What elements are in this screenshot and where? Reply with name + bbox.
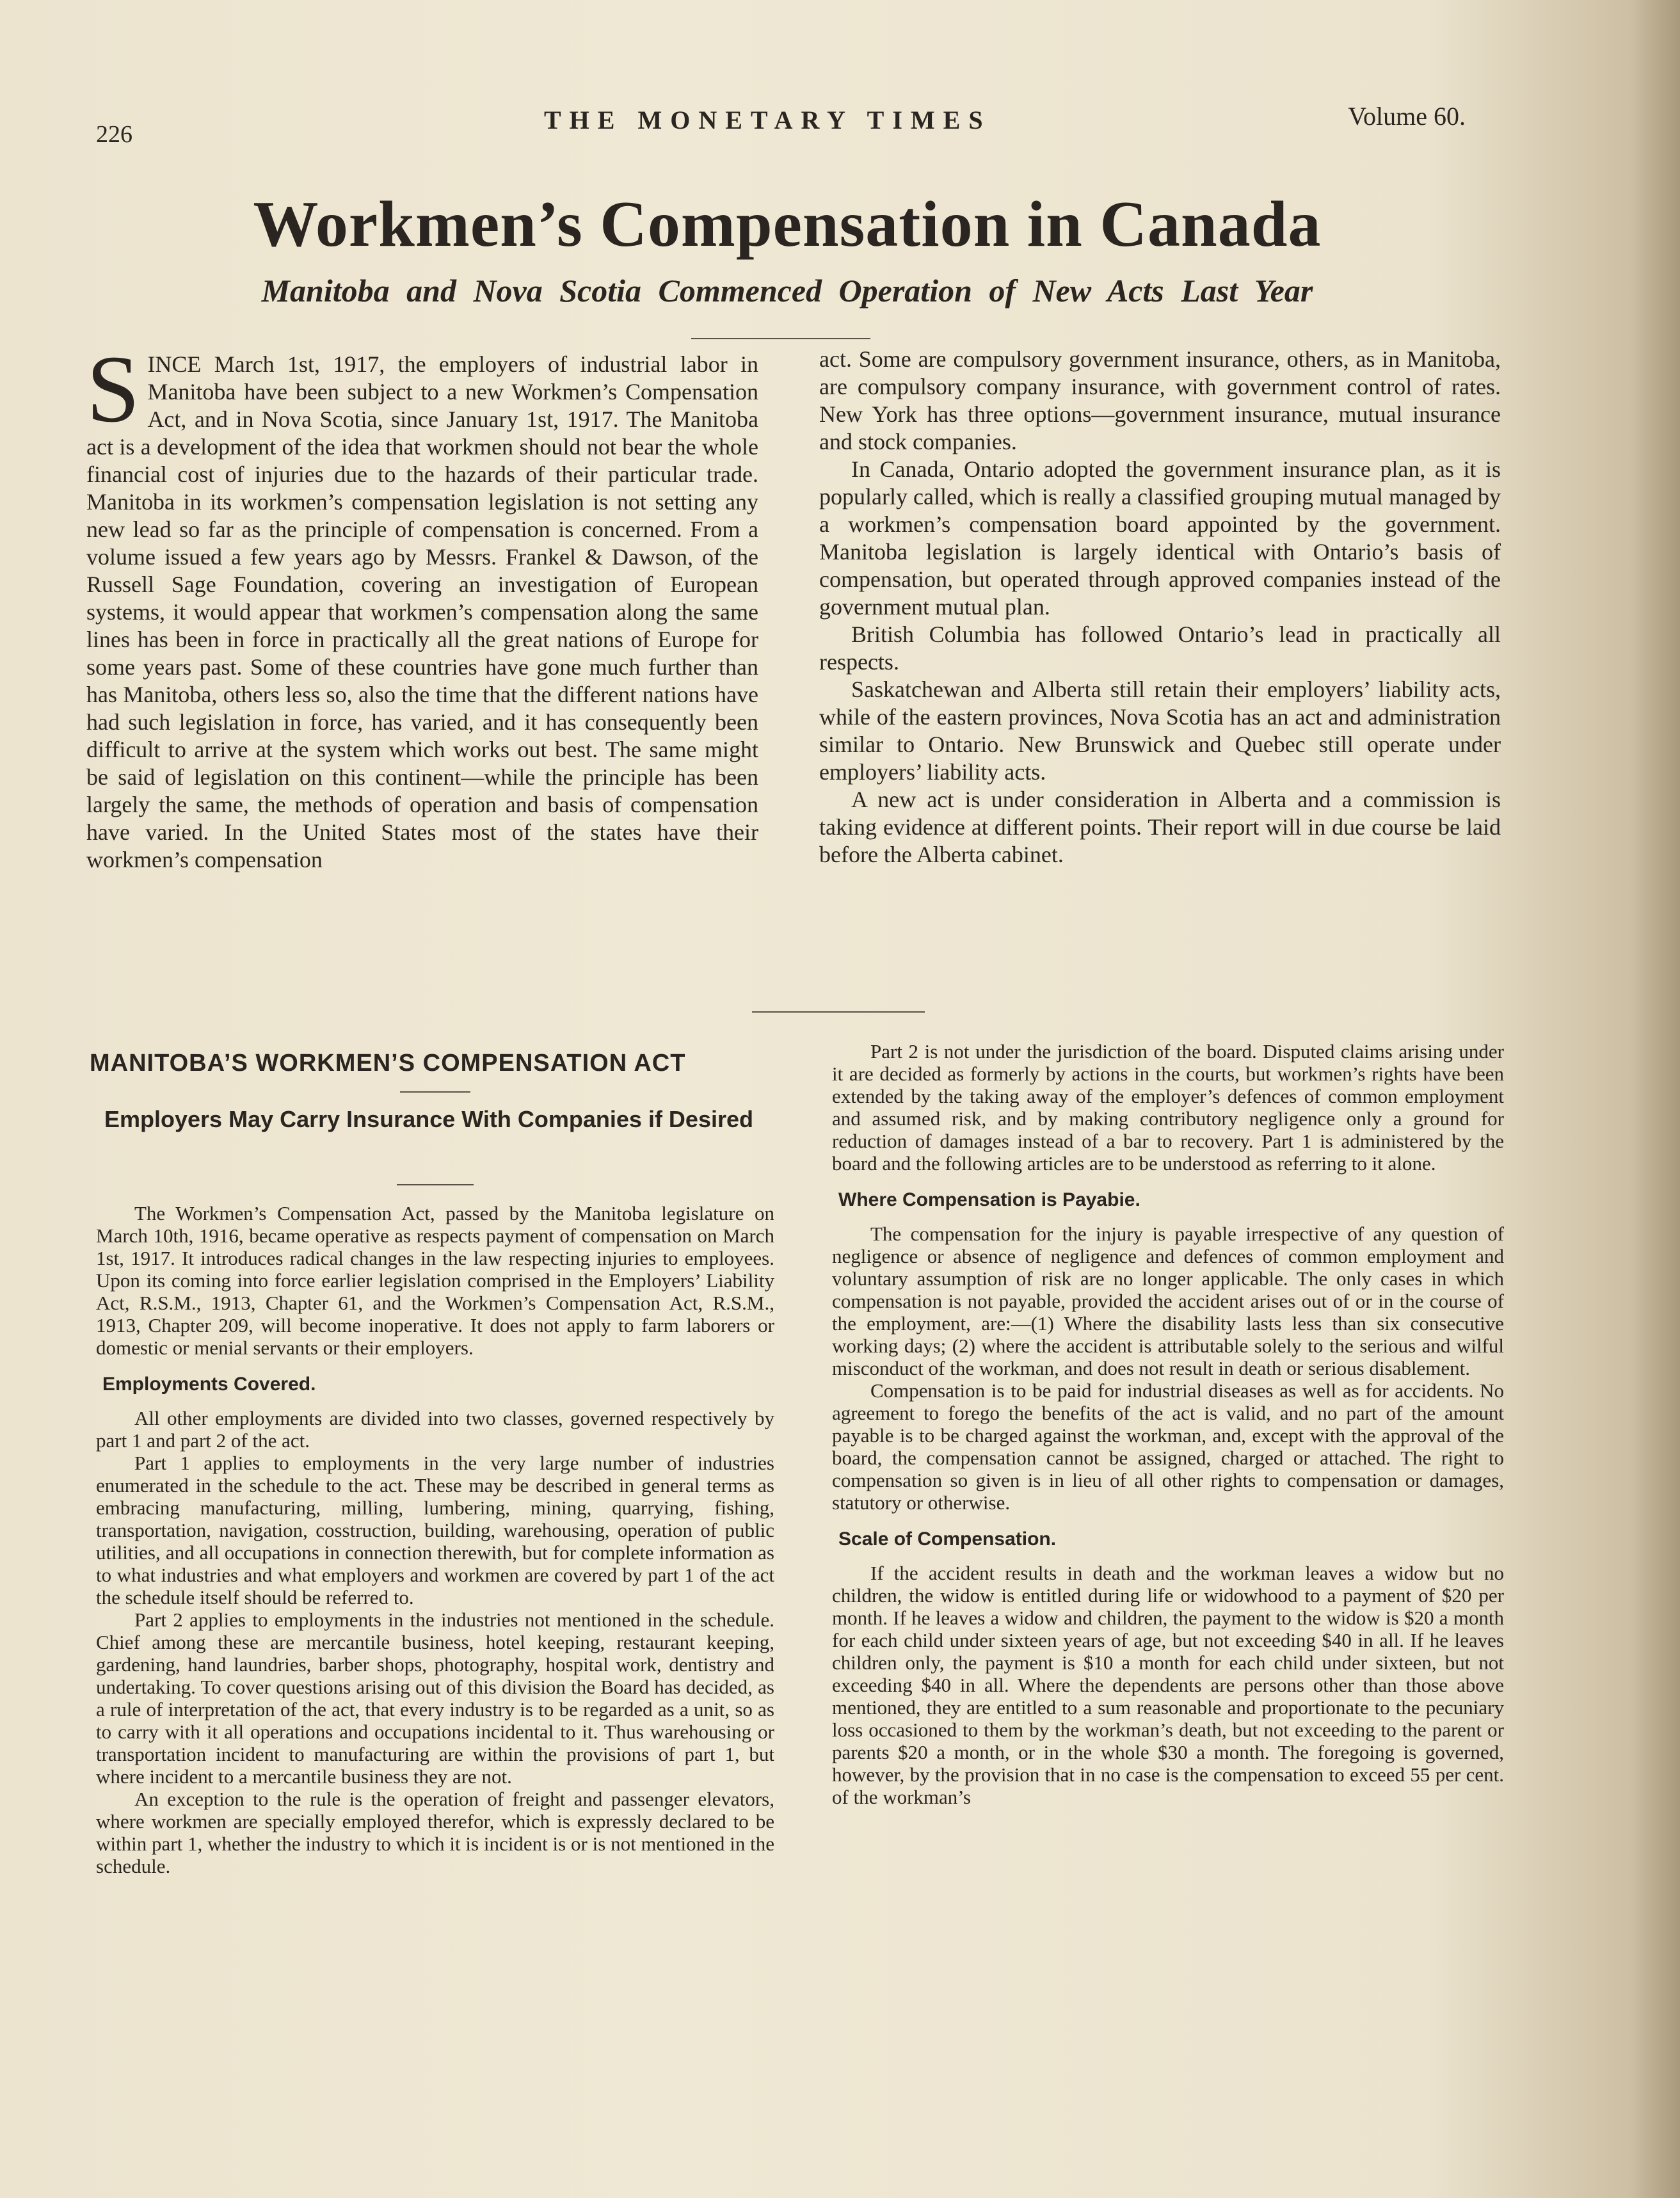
section-divider <box>752 1011 925 1013</box>
article-title: Workmen’s Compensation in Canada <box>253 188 1322 261</box>
article-right-column <box>819 346 1501 869</box>
article-paragraph: In Canada, Ontario adopted the government insurance plan, as it is popularly called, which is really a classified grouping mutual managed by a workmen’s compensation board appointed by the government. Manitoba legislation is largely identical with Ontario’s basis of compensation, but operated through approved companies instead of the government mutual plan. <box>819 456 1501 620</box>
article-paragraph: A new act is under consideration in Alberta and a commission is taking evidence at different points. Their report will in due course be laid before the Alberta cabinet. <box>819 787 1501 867</box>
section-right-column <box>832 1040 1504 1808</box>
article-intro-text: INCE March 1st, 1917, the employers of industrial labor in Manitoba have been subject to a new Workmen’s Compensation Act, and in Nova Scotia, since January 1st, 1917. The Manitoba act is a development of the idea that workmen should not bear the whole financial cost of injuries due to the hazards of their particular trade. Manitoba in its workmen’s compensation legislation is not setting any new lead so far as the principle of compensation is concerned. From a volume issued a few years ago by Messrs. Frankel & Dawson, of the Russell Sage Foundation, covering an investigation of European systems, it would appear that workmen’s compensation along the same lines has been in force in practically all the great nations of Europe for some years past. Some of these countries have gone much further than has Manitoba, others less so, also the time that the different nations have had such legislation in force, has varied, and it has consequently been difficult to arrive at the system which works out best. The same might be said of legislation on this continent—while the principle has been largely the same, the methods of operation and basis of compensation have varied. In the United States most of the states have their workmen’s compensation <box>86 351 758 872</box>
article-paragraph: act. Some are compulsory government insurance, others, as in Manitoba, are compulsory company insurance, with government control of rates. New York has three options—government insurance, mutual insurance and stock companies. <box>819 346 1501 454</box>
article-subtitle: Manitoba and Nova Scotia Commenced Operation of New Acts Last Year <box>261 273 1313 309</box>
volume-label: Volume 60. <box>1348 102 1466 131</box>
drop-cap: S <box>86 336 140 442</box>
section-paragraph: Part 1 applies to employments in the very large number of industries enumerated in the schedule to the act. These may be described in general terms as embracing manufacturing, milling, lumbering, mining, quarrying, fishing, transportation, navigation, cosstruction, building, warehousing, operation of public utilities, and all occupations in connection therewith, but for complete information as to what industries and what employers and workmen are covered by part 1 of the act the schedule itself should be referred to. <box>96 1452 774 1608</box>
section-paragraph: An exception to the rule is the operation of freight and passenger elevators, where workmen are specially employed therefor, which is expressly declared to be within part 1, whether the industry to which it is incident is or is not mentioned in the schedule. <box>96 1788 774 1877</box>
article-paragraph: Saskatchewan and Alberta still retain their employers’ liability acts, while of the eastern provinces, Nova Scotia has an act and administration similar to Ontario. New Brunswick and Quebec still operate under employers’ liability acts. <box>819 677 1501 785</box>
section-intro: The Workmen’s Compensation Act, passed by the Manitoba legislature on March 10th, 1916, became operative as respects payment of compensation on March 1st, 1917. It introduces radical changes in the law respecting injuries to employees. Upon its coming into force earlier legislation comprised in the Employers’ Liability Act, R.S.M., 1913, Chapter 61, and the Workmen’s Compensation Act, R.S.M., 1913, Chapter 209, will become inoperative. It does not apply to farm laborers or domestic or menial servants or their employers. <box>96 1202 774 1359</box>
heading-where-payable: Where Compensation is Payabie. <box>838 1189 1140 1210</box>
section-paragraph: Compensation is to be paid for industrial diseases as well as for accidents. No agreement to forego the benefits of the act is valid, and no part of the amount payable is to be charged against the workman, and, except with the approval of the board, the compensation cannot be assigned, charged or attached. The right to compensation so given is in lieu of all other rights to compensation or damages, statutory or otherwise. <box>832 1379 1504 1514</box>
section-subtitle-rule <box>397 1184 474 1185</box>
heading-scale-of-compensation: Scale of Compensation. <box>838 1528 1057 1550</box>
section-left-column <box>96 1202 774 1877</box>
article-paragraph: British Columbia has followed Ontario’s lead in practically all respects. <box>819 622 1501 675</box>
section-paragraph: All other employments are divided into two classes, governed respectively by part 1 and part 2 of the act. <box>96 1407 774 1452</box>
section-paragraph: Part 2 applies to employments in the industries not mentioned in the schedule. Chief among these are mercantile business, hotel keeping, restaurant keeping, gardening, hand laundries, barber shops, photography, hospital work, dentistry and undertaking. To cover questions arising out of this division the Board has decided, as a rule of interpretation of the act, that every industry is to be regarded as a unit, so as to carry with it all operations and occupations incidental to it. Thus warehousing or transportation incident to manufacturing are within the provisions of part 1, but where incident to a mercantile business they are not. <box>96 1608 774 1788</box>
heading-employments-covered: Employments Covered. <box>102 1374 316 1395</box>
section-paragraph: Part 2 is not under the jurisdiction of the board. Disputed claims arising under it are decided as formerly by actions in the courts, but workmen’s rights have been extended by the taking away of the employer’s defences of common employment and assumed risk, and by making contributory negligence only a ground for reduction of damages instead of a bar to recovery. Part 1 is administered by the board and the following articles are to be understood as referring to it alone. <box>832 1040 1504 1175</box>
section-paragraph: The compensation for the injury is payable irrespective of any question of negligence or absence of negligence and defences of common employment and voluntary assumption of risk are no longer applicable. The only cases in which compensation is not payable, provided the accident arises out of or in the course of the employment, are:—(1) Where the disability lasts less than six consecutive working days; (2) where the accident is attributable solely to the serious and wilful misconduct of the workman, and does not result in death or serious disablement. <box>832 1223 1504 1379</box>
article-left-column <box>86 336 758 874</box>
journal-title: THE MONETARY TIMES <box>544 106 991 134</box>
section-title: MANITOBA’S WORKMEN’S COMPENSATION ACT <box>90 1050 686 1077</box>
section-subtitle: Employers May Carry Insurance With Companies if Desired <box>104 1106 753 1132</box>
article-paragraph <box>86 336 758 874</box>
section-title-rule <box>400 1091 470 1093</box>
title-rule <box>691 338 870 339</box>
page-header <box>83 101 1478 148</box>
page-number: 226 <box>96 121 132 148</box>
section-paragraph: If the accident results in death and the workman leaves a widow but no children, the widow is entitled during life or widowhood to a payment of $20 per month. If he leaves a widow and children, the payment to the widow is $20 a month for each child under sixteen years of age, but not exceeding $40 in all. If he leaves children only, the payment is $10 a month for each child under sixteen, but not exceeding $40 in all. Where the dependents are persons other than those above mentioned, they are entitled to a sum reasonable and proportionate to the pecuniary loss occasioned to them by the workman’s death, but not exceeding to the parent or parents $20 a month, or in the whole $30 a month. The foregoing is governed, however, by the provision that in no case is the compensation to exceed 55 per cent. of the workman’s <box>832 1562 1504 1808</box>
